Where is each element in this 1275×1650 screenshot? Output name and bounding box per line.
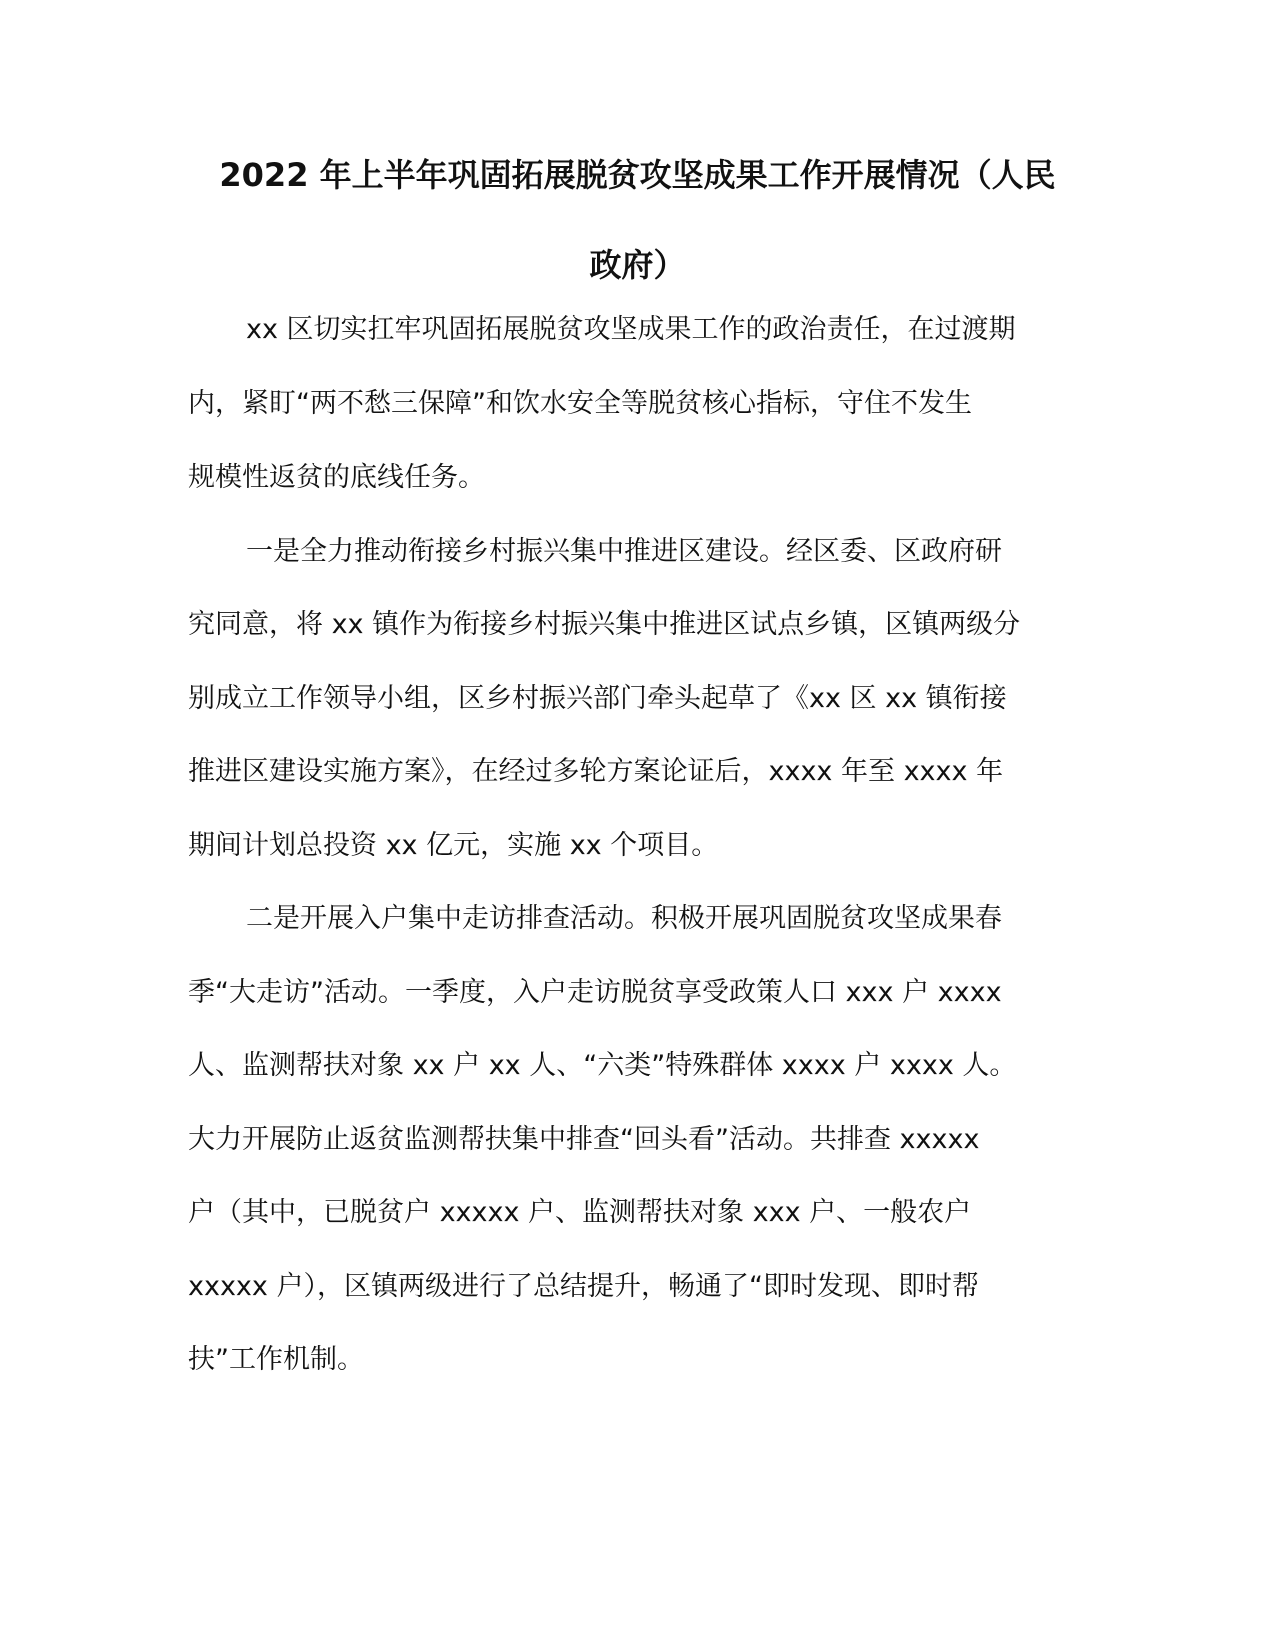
document-title-line-2: 政府） [589,246,686,284]
paragraph-3-line-6: xxxxx 户），区镇两级进行了总结提升，畅通了“即时发现、即时帮 [188,1271,979,1302]
paragraph-3-line-7: 扶”工作机制。 [188,1344,364,1375]
paragraph-3-line-4: 大力开展防止返贫监测帮扶集中排查“回头看”活动。共排查 xxxxx [188,1124,980,1155]
paragraph-2-line-2: 究同意，将 xx 镇作为衔接乡村振兴集中推进区试点乡镇，区镇两级分 [188,609,1021,640]
paragraph-3-line-1: 二是开展入户集中走访排查活动。积极开展巩固脱贫攻坚成果春 [246,903,1002,934]
paragraph-3-line-5: 户（其中，已脱贫户 xxxxx 户、监测帮扶对象 xxx 户、一般农户 [188,1197,972,1228]
paragraph-1-line-1: xx 区切实扛牢巩固拓展脱贫攻坚成果工作的政治责任，在过渡期 [246,314,1016,345]
paragraph-1-line-2: 内，紧盯“两不愁三保障”和饮水安全等脱贫核心指标，守住不发生 [188,388,972,419]
paragraph-2-line-5: 期间计划总投资 xx 亿元，实施 xx 个项目。 [188,830,719,861]
paragraph-2-line-4: 推进区建设实施方案》，在经过多轮方案论证后，xxxx 年至 xxxx 年 [188,756,1004,787]
document-title-line-1: 2022 年上半年巩固拓展脱贫攻坚成果工作开展情况（人民 [219,156,1056,194]
paragraph-2-line-3: 别成立工作领导小组，区乡村振兴部门牵头起草了《xx 区 xx 镇衔接 [188,683,1007,714]
paragraph-1-line-3: 规模性返贫的底线任务。 [188,462,485,493]
paragraph-2-line-1: 一是全力推动衔接乡村振兴集中推进区建设。经区委、区政府研 [246,536,1002,567]
paragraph-3-line-3: 人、监测帮扶对象 xx 户 xx 人、“六类”特殊群体 xxxx 户 xxxx 人。 [188,1050,1017,1081]
paragraph-3-line-2: 季“大走访”活动。一季度，入户走访脱贫享受政策人口 xxx 户 xxxx [188,977,1002,1008]
